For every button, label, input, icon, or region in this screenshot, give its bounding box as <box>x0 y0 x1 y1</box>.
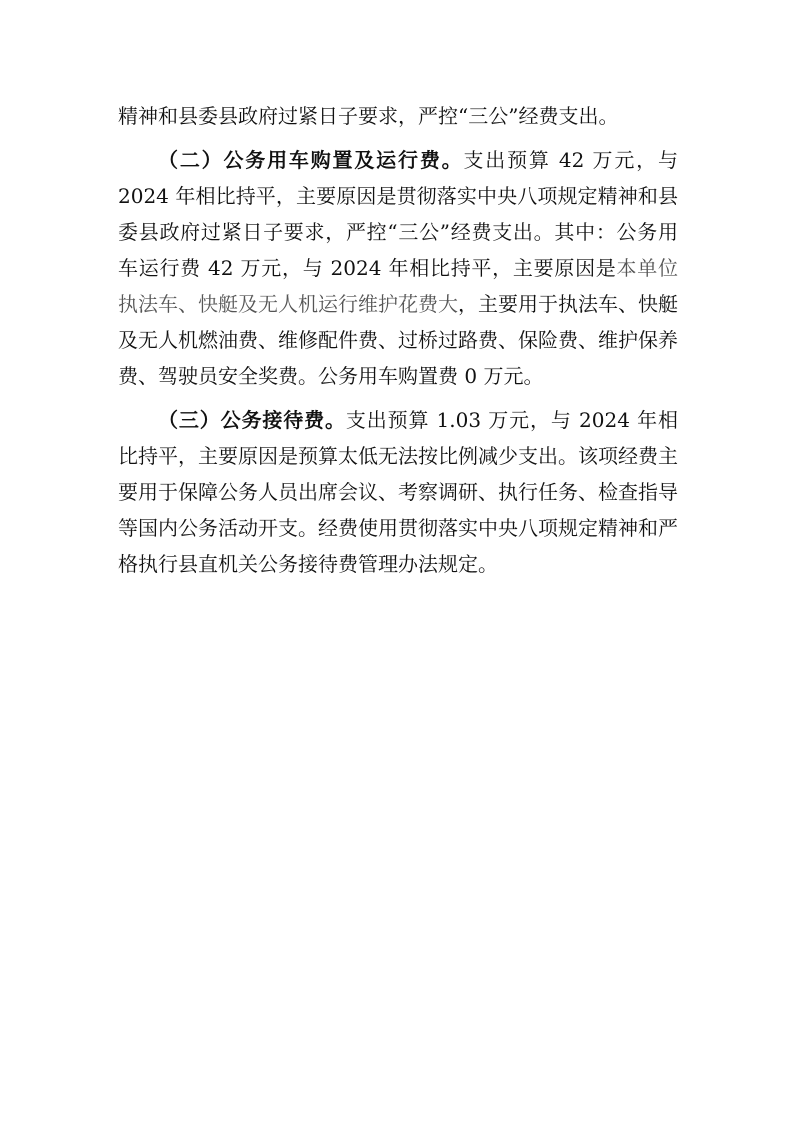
document-page <box>118 98 678 582</box>
section-heading-reception: （三）公务接待费。 <box>158 408 346 432</box>
paragraph-text: 支出预算 42 万元，与 2024 年相比持平，主要原因是贯彻落实中央八项规定精神和县委县政府过紧日子要求，严控“三公”经费支出。其中：公务用车运行费 42 万元，与 2024 年相比持平，主要原因是 <box>118 148 679 280</box>
paragraph-text-highlight: 本单位执法车、快艇及无人机运行维护花费大 <box>118 256 679 316</box>
paragraph-text: 精神和县委县政府过紧日子要求，严控“三公”经费支出。 <box>118 104 619 128</box>
paragraph-text: ，主要用于执法车、快艇及无人机燃油费、维修配件费、过桥过路费、保险费、维护保养费、驾驶员安全奖费。公务用车购置费 0 万元。 <box>118 292 678 388</box>
section-heading-vehicle: （二）公务用车购置及运行费。 <box>158 148 464 172</box>
paragraph-reception-costs <box>118 402 678 582</box>
paragraph-continuation <box>118 98 678 134</box>
paragraph-vehicle-costs <box>118 142 678 394</box>
paragraph-text: 支出预算 1.03 万元，与 2024 年相比持平，主要原因是预算太低无法按比例减少支出。该项经费主要用于保障公务人员出席会议、考察调研、执行任务、检查指导等国内公务活动开支。经费使用贯彻落实中央八项规定精神和严格执行县直机关公务接待费管理办法规定。 <box>118 408 679 576</box>
